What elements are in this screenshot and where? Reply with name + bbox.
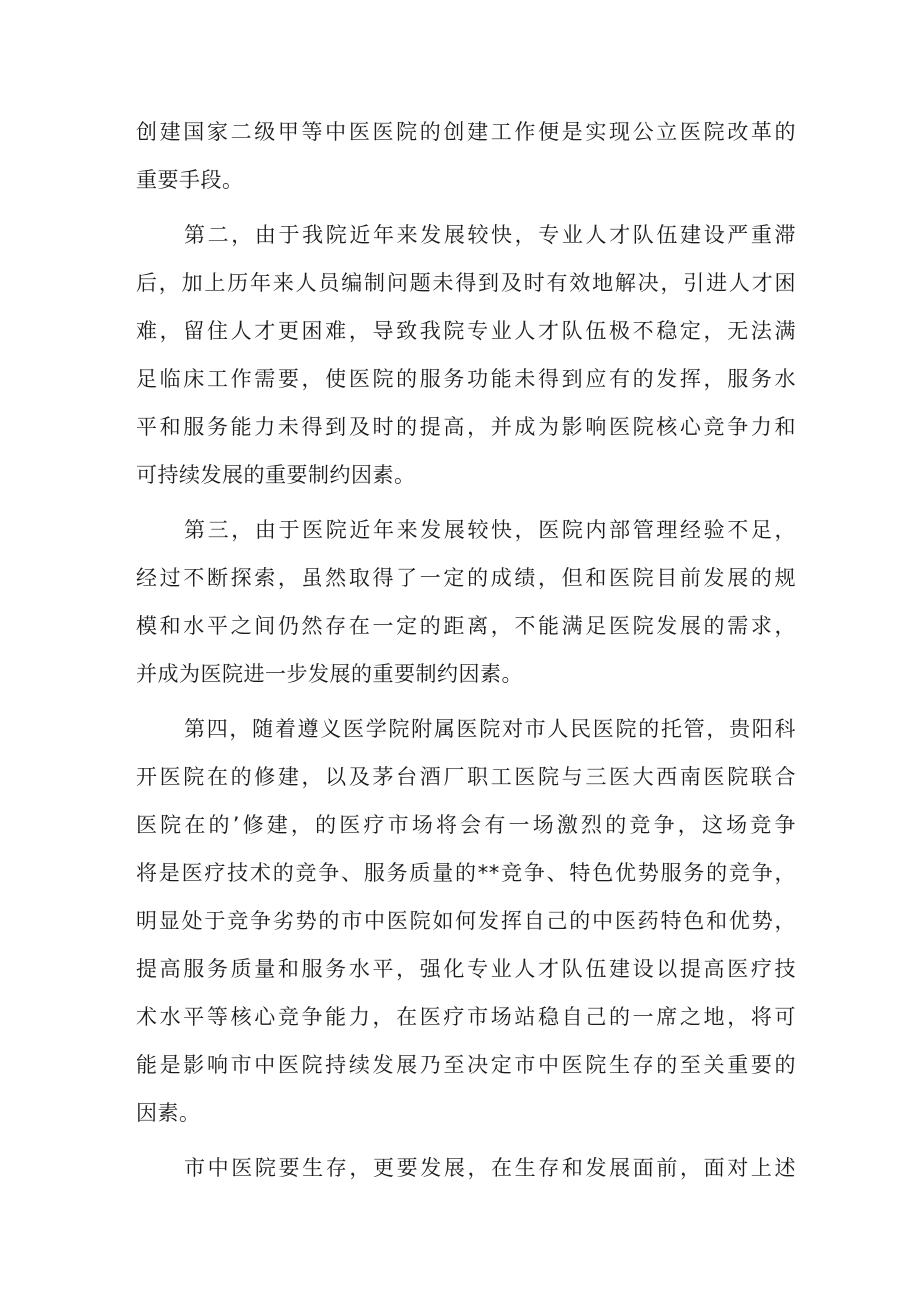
text-line: 模和水平之间仍然存在一定的距离，不能满足医院发展的需求， — [136, 614, 796, 638]
text-line: 并成为医院进一步发展的重要制约因素。 — [136, 662, 523, 686]
paragraph-1 — [136, 108, 796, 204]
text-line: 第三，由于医院近年来发展较快，医院内部管理经验不足， — [184, 518, 796, 542]
text-line: 术水平等核心竞争能力，在医疗市场站稳自己的一席之地，将可 — [136, 1005, 796, 1029]
text-line: 开医院在的修建，以及茅台酒厂职工医院与三医大西南医院联合 — [136, 765, 796, 789]
text-line: 第四，随着遵义医学院附属医院对市人民医院的托管，贵阳科 — [184, 717, 796, 741]
text-line: 重要手段。 — [136, 168, 244, 192]
document-body — [136, 108, 796, 1192]
text-line: 创建国家二级甲等中医医院的创建工作便是实现公立医院改革的 — [136, 120, 796, 144]
paragraph-5 — [136, 1144, 796, 1192]
text-line: 能是影响市中医院持续发展乃至决定市中医院生存的至关重要的 — [136, 1053, 796, 1077]
text-line: 足临床工作需要，使医院的服务功能未得到应有的发挥，服务水 — [136, 367, 796, 391]
text-line: 医院在的’修建，的医疗市场将会有一场激烈的竞争，这场竞争 — [136, 813, 796, 837]
text-line: 市中医院要生存，更要发展，在生存和发展面前，面对上述 — [184, 1156, 796, 1180]
text-line: 平和服务能力未得到及时的提高，并成为影响医院核心竞争力和 — [136, 415, 796, 439]
text-line: 因素。 — [136, 1101, 201, 1125]
text-line: 第二，由于我院近年来发展较快，专业人才队伍建设严重滞 — [184, 223, 796, 247]
text-line: 将是医疗技术的竞争、服务质量的**竞争、特色优势服务的竞争， — [136, 861, 796, 885]
text-line: 明显处于竞争劣势的市中医院如何发挥自己的中医药特色和优势， — [136, 909, 796, 933]
paragraph-4 — [136, 705, 796, 1137]
text-line: 经过不断探索，虽然取得了一定的成绩，但和医院目前发展的规 — [136, 566, 796, 590]
text-line: 提高服务质量和服务水平，强化专业人才队伍建设以提高医疗技 — [136, 957, 796, 981]
text-line: 难，留住人才更困难，导致我院专业人才队伍极不稳定，无法满 — [136, 319, 796, 343]
paragraph-2 — [136, 211, 796, 499]
text-line: 后，加上历年来人员编制问题未得到及时有效地解决，引进人才困 — [136, 271, 796, 295]
text-line: 可持续发展的重要制约因素。 — [136, 463, 416, 487]
paragraph-3 — [136, 506, 796, 698]
